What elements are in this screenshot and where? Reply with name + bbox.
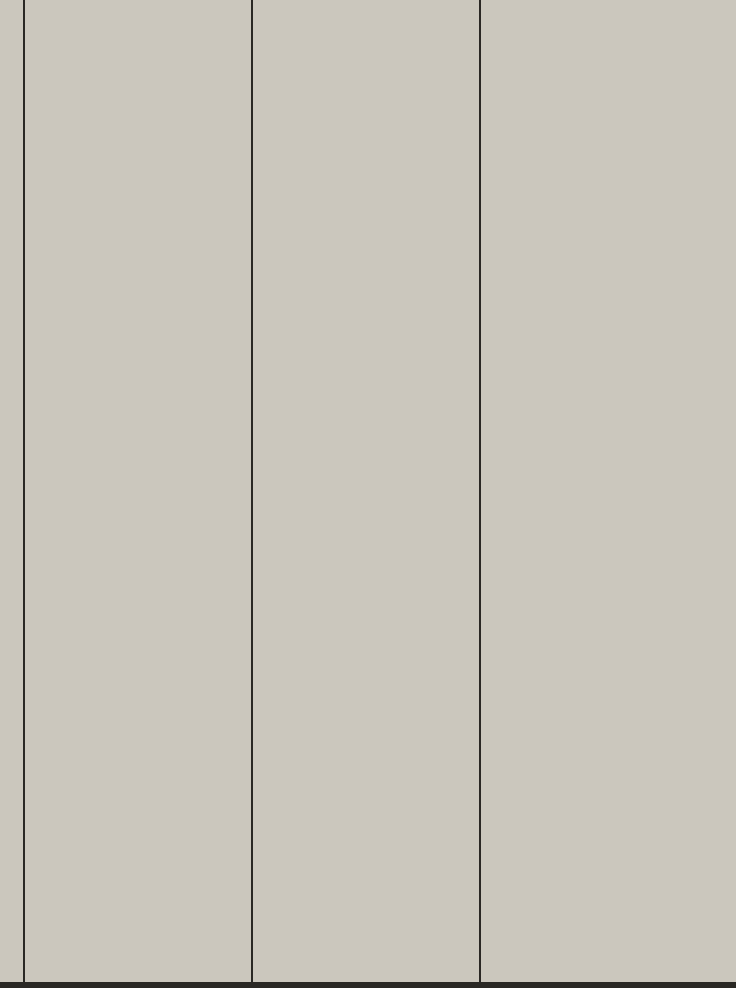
column-rule (23, 0, 25, 988)
bottom-rule (0, 982, 736, 988)
column-rule (251, 0, 253, 988)
column-2 (258, 0, 478, 5)
column-1 (28, 0, 250, 3)
column-rule (479, 0, 481, 988)
